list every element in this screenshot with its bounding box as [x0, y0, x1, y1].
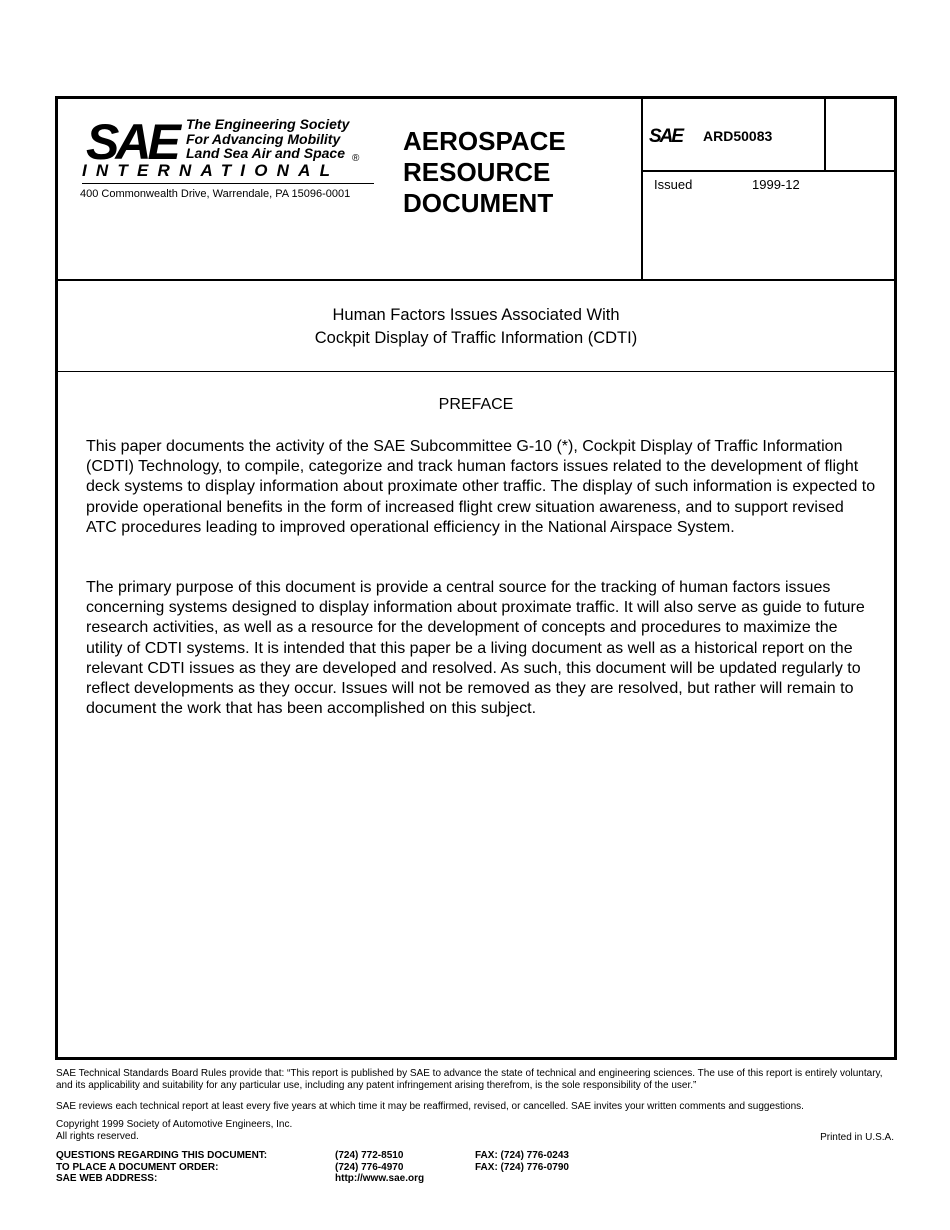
sae-address: 400 Commonwealth Drive, Warrendale, PA 15096-0001	[80, 188, 351, 200]
document-type: AEROSPACE RESOURCE DOCUMENT	[403, 126, 566, 218]
sae-logo-mark: SAE	[86, 114, 177, 170]
preface-paragraph: This paper documents the activity of the SAE Subcommittee G-10 (*), Cockpit Display of Traffic Information (CDTI) Technology, to compile, categorize and track human factors issues related to the development of flight deck systems to display information about proximate other traffic. The display of such information is expected to provide operational benefits in the form of increased flight crew situation awareness, and to support revised ATC procedures leading to improved operational efficiency in the National Airspace System.	[86, 438, 876, 536]
fax-number: FAX: (724) 776-0790	[475, 1161, 569, 1173]
title-bottom-rule	[58, 371, 894, 372]
phone-number: (724) 776-4970	[335, 1161, 404, 1173]
fax-number: FAX: (724) 776-0243	[475, 1150, 569, 1161]
issued-label: Issued	[654, 177, 693, 192]
document-title: Human Factors Issues Associated With Cockpit Display of Traffic Information (CDTI)	[314, 306, 638, 347]
document-frame	[55, 96, 897, 1060]
logo-tagline: The Engineering Society For Advancing Mobility Land Sea Air and Space	[186, 116, 350, 161]
issued-date: 1999-12	[752, 177, 800, 192]
id-box-rule	[643, 170, 894, 172]
standards-board-rules: SAE Technical Standards Board Rules provide that: “This report is published by SAE to advance the state of technical and engineering sciences. The use of this report is entirely voluntary, and its applicability and suitability for any particular use, including any patent infringement arising therefrom, is the sole responsibility of the user.”	[56, 1068, 883, 1091]
preface-paragraph: The primary purpose of this document is provide a central source for the tracking of human factors issues concerning systems designed to display information about proximate traffic. It will also serve as guide to future research activities, as well as a resource for the development of concepts and procedures to maximize the utility of CDTI systems. It is intended that this paper be a living document as well as a historical report on the relevant CDTI issues as they are developed and resolved. As such, this document will be updated regularly to reflect developments as they occur. Issues will not be removed as they are resolved, but rather will remain to document the work that has been accomplished on this subject.	[86, 579, 865, 718]
sae-international-logo	[82, 114, 382, 197]
preface-heading: PREFACE	[438, 396, 514, 413]
registered-mark: ®	[352, 153, 360, 164]
document-number: ARD50083	[703, 128, 773, 144]
copyright: Copyright 1999 Society of Automotive Engineers, Inc. All rights reserved.	[56, 1119, 293, 1142]
printed-in: Printed in U.S.A.	[820, 1132, 894, 1143]
sae-small-logo: SAE	[649, 126, 683, 147]
header-bottom-rule	[58, 279, 894, 281]
logo-rule	[82, 183, 374, 184]
phone-number: (724) 772-8510	[335, 1150, 404, 1161]
header-divider	[641, 99, 643, 280]
review-notice: SAE reviews each technical report at least every five years at which time it may be reaffirmed, revised, or cancelled. SAE invites your written comments and suggestions.	[56, 1101, 804, 1112]
id-box-divider	[824, 99, 826, 171]
logo-international: INTERNATIONAL	[82, 161, 340, 180]
web-address: http://www.sae.org	[335, 1173, 425, 1184]
